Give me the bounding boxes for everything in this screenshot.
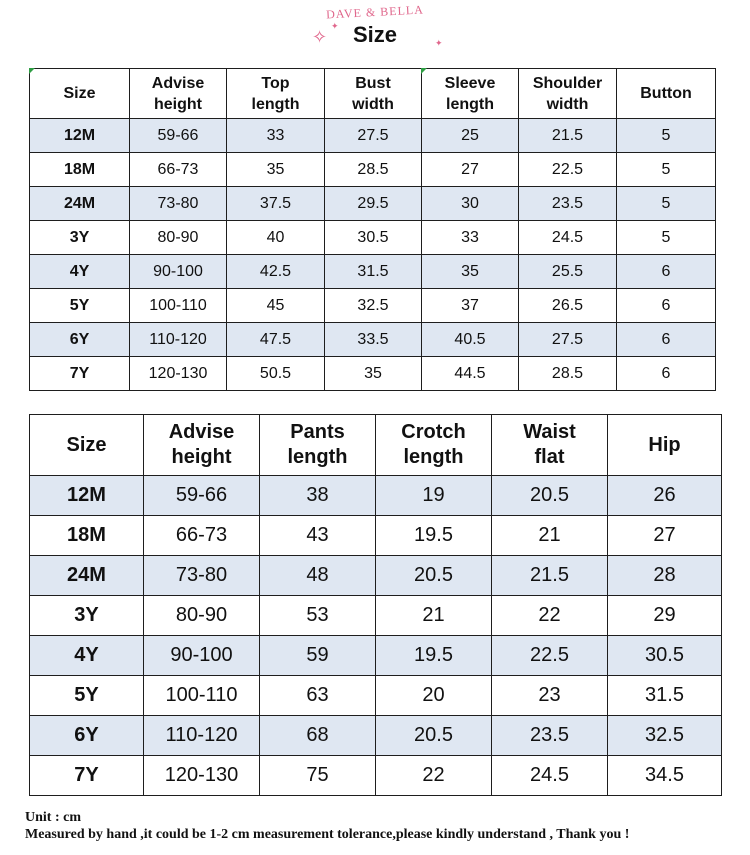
column-header-label: Button bbox=[640, 85, 692, 102]
column-header-label: height bbox=[154, 95, 202, 113]
measurement-cell: 5 bbox=[617, 187, 716, 221]
measurement-cell: 37.5 bbox=[227, 187, 325, 221]
measurement-cell: 33 bbox=[422, 221, 519, 255]
measurement-cell: 45 bbox=[227, 289, 325, 323]
measurement-cell: 5 bbox=[617, 221, 716, 255]
size-label-cell: 4Y bbox=[30, 255, 130, 289]
measurement-cell: 42.5 bbox=[227, 255, 325, 289]
table-row bbox=[30, 636, 722, 676]
measurement-cell: 23.5 bbox=[519, 187, 617, 221]
measurement-cell: 19 bbox=[376, 476, 492, 516]
footer-notes bbox=[25, 809, 745, 843]
sparkle-small-icon: ✦ bbox=[435, 38, 443, 48]
column-header bbox=[617, 69, 716, 119]
measurement-cell: 19.5 bbox=[376, 516, 492, 556]
column-header-label: width bbox=[352, 95, 394, 113]
table-row bbox=[30, 756, 722, 796]
measurement-cell: 19.5 bbox=[376, 636, 492, 676]
column-header bbox=[144, 415, 260, 476]
measurement-cell: 30.5 bbox=[325, 221, 422, 255]
table-row bbox=[30, 221, 716, 255]
brand-logo: DAVE & BELLA bbox=[325, 2, 425, 22]
column-header bbox=[492, 415, 608, 476]
measurement-cell: 30.5 bbox=[608, 636, 722, 676]
column-header-label: Size bbox=[63, 85, 96, 102]
measurement-cell: 100-110 bbox=[130, 289, 227, 323]
size-label-cell: 18M bbox=[30, 153, 130, 187]
size-label-cell: 6Y bbox=[30, 323, 130, 357]
measurement-cell: 47.5 bbox=[227, 323, 325, 357]
measurement-cell: 30 bbox=[422, 187, 519, 221]
column-header-label: length bbox=[251, 95, 300, 113]
size-label-cell: 5Y bbox=[30, 676, 144, 716]
measurement-cell: 35 bbox=[325, 357, 422, 391]
measurement-cell: 63 bbox=[260, 676, 376, 716]
column-header-label: length bbox=[403, 446, 464, 468]
measurement-cell: 25.5 bbox=[519, 255, 617, 289]
size-label-cell: 12M bbox=[30, 476, 144, 516]
measurement-cell: 110-120 bbox=[144, 716, 260, 756]
table-row bbox=[30, 289, 716, 323]
size-label-cell: 7Y bbox=[30, 756, 144, 796]
size-label-cell: 3Y bbox=[30, 221, 130, 255]
size-label-cell: 6Y bbox=[30, 716, 144, 756]
column-header bbox=[325, 69, 422, 119]
column-header-label: height bbox=[171, 446, 232, 468]
size-label-cell: 24M bbox=[30, 187, 130, 221]
measurement-cell: 73-80 bbox=[130, 187, 227, 221]
measurement-cell: 68 bbox=[260, 716, 376, 756]
measurement-cell: 5 bbox=[617, 153, 716, 187]
column-header-label: Advise bbox=[168, 421, 235, 443]
column-header-label: Hip bbox=[648, 433, 681, 456]
size-label-cell: 4Y bbox=[30, 636, 144, 676]
measurement-cell: 21.5 bbox=[519, 119, 617, 153]
measurement-cell: 59-66 bbox=[144, 476, 260, 516]
measurement-cell: 80-90 bbox=[130, 221, 227, 255]
page-header bbox=[0, 0, 750, 60]
measurement-cell: 44.5 bbox=[422, 357, 519, 391]
table-row bbox=[30, 357, 716, 391]
size-label-cell: 24M bbox=[30, 556, 144, 596]
measurement-cell: 20.5 bbox=[492, 476, 608, 516]
column-header bbox=[227, 69, 325, 119]
size-label-cell: 5Y bbox=[30, 289, 130, 323]
size-label-cell: 18M bbox=[30, 516, 144, 556]
column-header-label: Crotch bbox=[401, 421, 466, 443]
table-row bbox=[30, 716, 722, 756]
table-row bbox=[30, 153, 716, 187]
table-row bbox=[30, 323, 716, 357]
column-header bbox=[519, 69, 617, 119]
table-row bbox=[30, 187, 716, 221]
measurement-cell: 120-130 bbox=[130, 357, 227, 391]
measurement-cell: 59 bbox=[260, 636, 376, 676]
measurement-cell: 32.5 bbox=[608, 716, 722, 756]
measurement-cell: 34.5 bbox=[608, 756, 722, 796]
measurement-cell: 29.5 bbox=[325, 187, 422, 221]
measurement-cell: 6 bbox=[617, 255, 716, 289]
table-row bbox=[30, 255, 716, 289]
measurement-cell: 90-100 bbox=[144, 636, 260, 676]
measurement-cell: 33 bbox=[227, 119, 325, 153]
measurement-cell: 26.5 bbox=[519, 289, 617, 323]
corner-marker bbox=[29, 68, 35, 74]
measurement-cell: 73-80 bbox=[144, 556, 260, 596]
measurement-cell: 24.5 bbox=[492, 756, 608, 796]
measurement-cell: 33.5 bbox=[325, 323, 422, 357]
column-header-label: Waist bbox=[523, 421, 576, 443]
sparkle-small-icon: ✦ bbox=[331, 21, 339, 31]
column-header-label: Pants bbox=[290, 421, 345, 443]
table-row bbox=[30, 596, 722, 636]
column-header-label: Size bbox=[66, 433, 107, 456]
table-header-row bbox=[30, 69, 716, 119]
measurement-cell: 28.5 bbox=[325, 153, 422, 187]
measurement-cell: 24.5 bbox=[519, 221, 617, 255]
sparkle-icon: ✧ bbox=[312, 27, 328, 47]
measurement-cell: 6 bbox=[617, 357, 716, 391]
column-header bbox=[130, 69, 227, 119]
measurement-cell: 22.5 bbox=[492, 636, 608, 676]
measurement-cell: 21 bbox=[492, 516, 608, 556]
column-header-label: Sleeve bbox=[444, 74, 496, 92]
table-row bbox=[30, 119, 716, 153]
measurement-cell: 5 bbox=[617, 119, 716, 153]
measurement-cell: 48 bbox=[260, 556, 376, 596]
measurement-cell: 53 bbox=[260, 596, 376, 636]
measurement-cell: 66-73 bbox=[144, 516, 260, 556]
measurement-cell: 6 bbox=[617, 323, 716, 357]
measurement-cell: 90-100 bbox=[130, 255, 227, 289]
column-header-label: length bbox=[287, 446, 348, 468]
measurement-cell: 38 bbox=[260, 476, 376, 516]
measurement-cell: 22 bbox=[376, 756, 492, 796]
measurement-cell: 25 bbox=[422, 119, 519, 153]
measurement-cell: 110-120 bbox=[130, 323, 227, 357]
column-header-label: Shoulder bbox=[532, 74, 603, 92]
measurement-cell: 75 bbox=[260, 756, 376, 796]
measurement-cell: 43 bbox=[260, 516, 376, 556]
column-header-label: length bbox=[446, 95, 494, 113]
measurement-cell: 27 bbox=[608, 516, 722, 556]
measurement-cell: 28 bbox=[608, 556, 722, 596]
measurement-cell: 31.5 bbox=[325, 255, 422, 289]
measurement-cell: 23 bbox=[492, 676, 608, 716]
measurement-cell: 22.5 bbox=[519, 153, 617, 187]
column-header bbox=[260, 415, 376, 476]
column-header bbox=[30, 415, 144, 476]
measurement-cell: 66-73 bbox=[130, 153, 227, 187]
size-label-cell: 3Y bbox=[30, 596, 144, 636]
table-header-row bbox=[30, 415, 722, 476]
measurement-cell: 50.5 bbox=[227, 357, 325, 391]
measurement-cell: 6 bbox=[617, 289, 716, 323]
measurement-cell: 28.5 bbox=[519, 357, 617, 391]
column-header-label: Advise bbox=[151, 74, 205, 92]
measurement-cell: 40.5 bbox=[422, 323, 519, 357]
column-header bbox=[608, 415, 722, 476]
measurement-cell: 20.5 bbox=[376, 716, 492, 756]
column-header-label: Top bbox=[261, 74, 290, 92]
measurement-cell: 29 bbox=[608, 596, 722, 636]
measurement-cell: 59-66 bbox=[130, 119, 227, 153]
measurement-cell: 120-130 bbox=[144, 756, 260, 796]
table-row bbox=[30, 556, 722, 596]
measurement-cell: 21.5 bbox=[492, 556, 608, 596]
measurement-cell: 80-90 bbox=[144, 596, 260, 636]
size-label-cell: 7Y bbox=[30, 357, 130, 391]
column-header bbox=[30, 69, 130, 119]
top-size-table bbox=[29, 68, 716, 391]
size-label-cell: 12M bbox=[30, 119, 130, 153]
corner-marker bbox=[421, 68, 427, 74]
measurement-cell: 35 bbox=[227, 153, 325, 187]
tolerance-note: Measured by hand ,it could be 1-2 cm measurement tolerance,please kindly understand , Thank you ! bbox=[25, 827, 630, 842]
measurement-cell: 20 bbox=[376, 676, 492, 716]
column-header bbox=[376, 415, 492, 476]
measurement-cell: 21 bbox=[376, 596, 492, 636]
measurement-cell: 20.5 bbox=[376, 556, 492, 596]
page-title: Size bbox=[352, 22, 398, 47]
column-header-label: width bbox=[546, 95, 589, 113]
measurement-cell: 40 bbox=[227, 221, 325, 255]
measurement-cell: 31.5 bbox=[608, 676, 722, 716]
measurement-cell: 23.5 bbox=[492, 716, 608, 756]
measurement-cell: 37 bbox=[422, 289, 519, 323]
measurement-cell: 27.5 bbox=[325, 119, 422, 153]
measurement-cell: 27.5 bbox=[519, 323, 617, 357]
bottom-size-table bbox=[29, 414, 722, 796]
table-row bbox=[30, 516, 722, 556]
column-header-label: flat bbox=[534, 446, 565, 468]
table-row bbox=[30, 476, 722, 516]
measurement-cell: 22 bbox=[492, 596, 608, 636]
measurement-cell: 100-110 bbox=[144, 676, 260, 716]
table-row bbox=[30, 676, 722, 716]
column-header-label: Bust bbox=[355, 74, 391, 92]
measurement-cell: 26 bbox=[608, 476, 722, 516]
unit-note: Unit : cm bbox=[25, 810, 81, 825]
column-header bbox=[422, 69, 519, 119]
measurement-cell: 35 bbox=[422, 255, 519, 289]
measurement-cell: 27 bbox=[422, 153, 519, 187]
measurement-cell: 32.5 bbox=[325, 289, 422, 323]
